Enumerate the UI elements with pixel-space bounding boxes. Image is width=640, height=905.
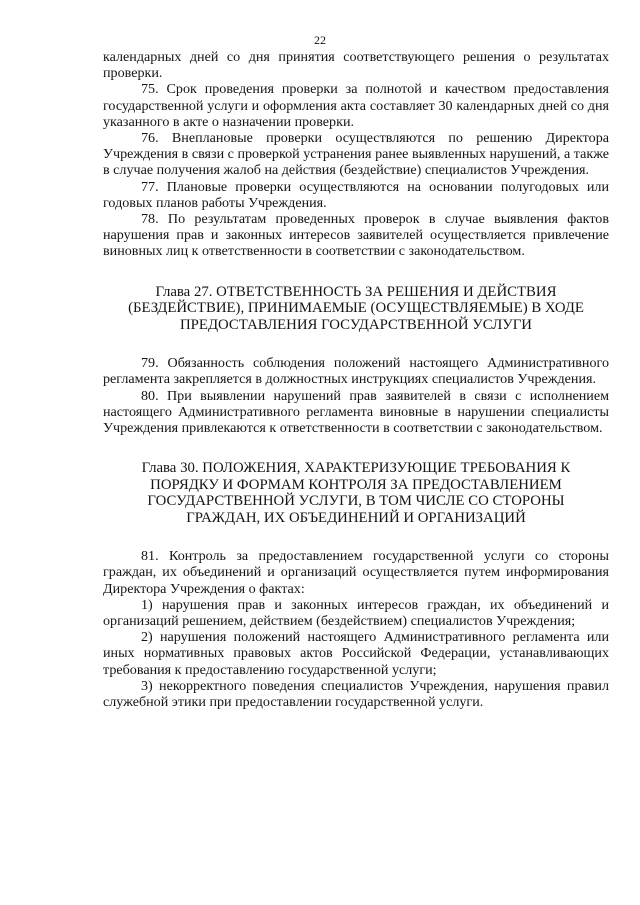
paragraph-80: 80. При выявлении нарушений прав заявителей в связи с исполнением настоящего Административного регламента виновные в нарушении специалисты Учреждения привлекаются к ответственности в соответствии с законодательством.: [103, 387, 609, 436]
heading-line: ГРАЖДАН, ИХ ОБЪЕДИНЕНИЙ И ОРГАНИЗАЦИЙ: [186, 509, 526, 526]
document-body: [103, 49, 609, 710]
paragraph-79: 79. Обязанность соблюдения положений настоящего Административного регламента закрепляется в должностных инструкциях специалистов Учреждения.: [103, 355, 609, 388]
heading-line: ГОСУДАРСТВЕННОЙ УСЛУГИ, В ТОМ ЧИСЛЕ СО СТОРОНЫ: [147, 493, 565, 510]
paragraph-76: 76. Внеплановые проверки осуществляются по решению Директора Учреждения в связи с проверкой устранения ранее выявленных нарушений, а также в случае получения жалоб на действия (бездействие) специалистов Учреждения.: [103, 130, 609, 179]
paragraph-81: 81. Контроль за предоставлением государственной услуги со стороны граждан, их объединений и организаций осуществляется путем информирования Директора Учреждения о фактах:: [103, 548, 609, 597]
page-number: 22: [314, 33, 326, 47]
chapter-30-heading: [103, 460, 609, 526]
list-item-1: 1) нарушения прав и законных интересов граждан, их объединений и организаций решением, действием (бездействием) специалистов Учреждения;: [103, 596, 609, 629]
paragraph-78: 78. По результатам проведенных проверок в случае выявления фактов нарушения прав и законных интересов заявителей осуществляется привлечение виновных лиц к ответственности в соответствии с законодательством.: [103, 211, 609, 260]
heading-line: ПОРЯДКУ И ФОРМАМ КОНТРОЛЯ ЗА ПРЕДОСТАВЛЕНИЕМ: [150, 476, 562, 493]
paragraph-continuation: календарных дней со дня принятия соответствующего решения о результатах проверки.: [103, 49, 609, 82]
paragraph-77: 77. Плановые проверки осуществляются на основании полугодовых или годовых планов работы Учреждения.: [103, 178, 609, 211]
list-item-3: 3) некорректного поведения специалистов Учреждения, нарушения правил служебной этики при предоставлении государственной услуги.: [103, 677, 609, 710]
heading-line: Глава 27. ОТВЕТСТВЕННОСТЬ ЗА РЕШЕНИЯ И ДЕЙСТВИЯ: [155, 283, 557, 300]
paragraph-75: 75. Срок проведения проверки за полнотой и качеством предоставления государственной услуги и оформления акта составляет 30 календарных дней со дня указанного в акте о назначении проверки.: [103, 81, 609, 130]
heading-line: ПРЕДОСТАВЛЕНИЯ ГОСУДАРСТВЕННОЙ УСЛУГИ: [180, 316, 532, 333]
heading-line: Глава 30. ПОЛОЖЕНИЯ, ХАРАКТЕРИЗУЮЩИЕ ТРЕБОВАНИЯ К: [141, 460, 571, 477]
chapter-27-heading: [103, 284, 609, 334]
list-item-2: 2) нарушения положений настоящего Административного регламента или иных нормативных правовых актов Российской Федерации, устанавливающих требования к предоставлению государственной услуги;: [103, 629, 609, 678]
heading-line: (БЕЗДЕЙСТВИЕ), ПРИНИМАЕМЫЕ (ОСУЩЕСТВЛЯЕМЫЕ) В ХОДЕ: [128, 300, 584, 317]
